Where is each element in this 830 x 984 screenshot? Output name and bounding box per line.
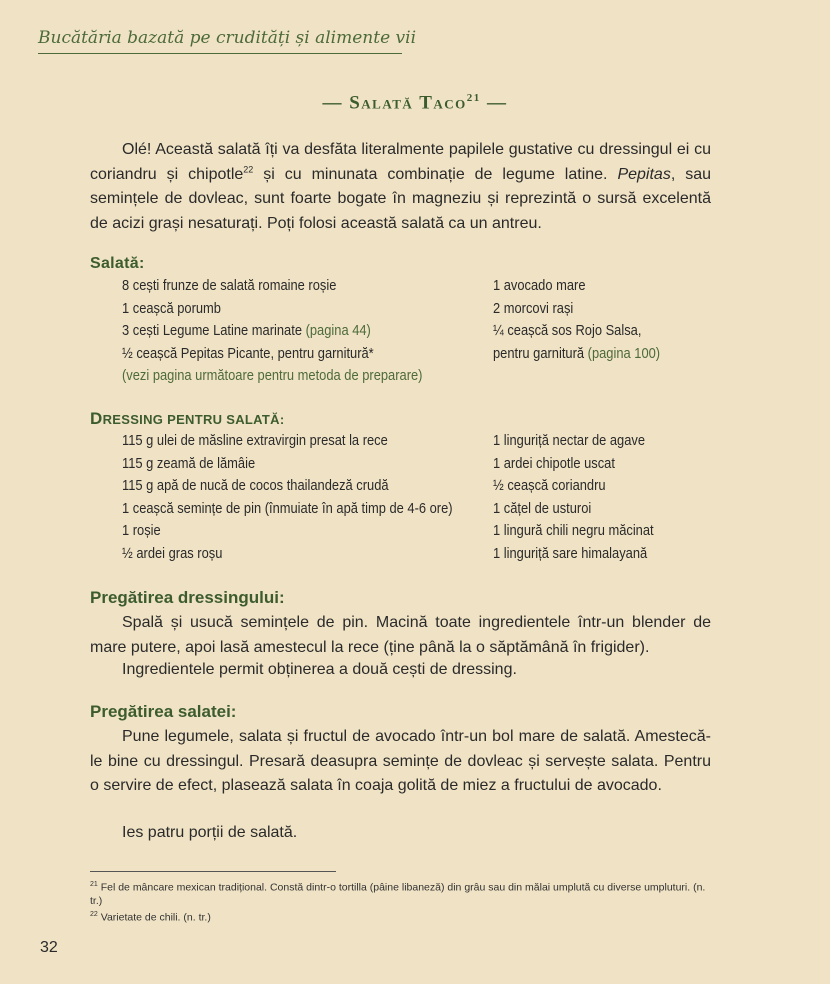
- ingredient-line: ½ ardei gras roșu: [122, 544, 223, 562]
- dressing-prep-paragraph: Spală și usucă semințele de pin. Macină toate ingredientele într-un blender de mare putere, apoi lasă amestecul la rece (ține până la o săptămână în frigider).: [90, 614, 711, 656]
- footnotes: [90, 878, 716, 924]
- ingredient-line: 2 morcovi rași: [493, 299, 574, 317]
- running-header: Bucătăria bazată pe crudități și alimente vii: [38, 28, 417, 48]
- ingredient-line: 8 cești frunze de salată romaine roșie: [122, 277, 337, 294]
- page-number: 32: [40, 939, 58, 956]
- salad-heading: Salată:: [90, 255, 145, 272]
- intro-italic: Pepitas: [617, 165, 671, 183]
- ingredient-line: pentru garnitură (pagina 100): [493, 344, 661, 362]
- dressing-yield-paragraph: Ingredientele permit obținerea a două cești de dressing.: [122, 661, 517, 678]
- ingredient-line: 115 g zeamă de lămâie: [122, 454, 256, 472]
- ingredient-line: 1 ceașcă semințe de pin (înmuiate în apă timp de 4-6 ore): [122, 499, 453, 517]
- salad-yield-paragraph: Ies patru porții de salată.: [122, 824, 298, 841]
- salad-prep-heading: Pregătirea salatei:: [90, 702, 237, 721]
- salad-left-column: [122, 275, 422, 388]
- salad-right-column: [493, 275, 660, 365]
- ingredient-line: 1 linguriță nectar de agave: [493, 432, 646, 449]
- dressing-left-column: [122, 430, 453, 565]
- footnote-rule: [90, 871, 336, 872]
- title-text: Salată Taco: [349, 92, 467, 114]
- ingredient-line: 1 ceașcă porumb: [122, 299, 221, 317]
- salad-prep-paragraph: Pune legumele, salata și fructul de avocado într-un bol mare de salată. Amestecă-le bine cu dressingul. Presară deasupra semințe de dovleac și servește salata. Pentru o servire de efect, plasează salata în coaja golită de miez a fructului de avocado.: [90, 728, 711, 794]
- dressing-right-column: [493, 430, 654, 565]
- ingredient-line: 1 lingură chili negru măcinat: [493, 522, 654, 539]
- header-rule: [38, 53, 402, 54]
- ingredient-line: 1 linguriță sare himalayană: [493, 544, 648, 562]
- intro-text-2: și cu minunata combinație de legume latine.: [253, 165, 618, 183]
- ingredient-line: 1 cățel de usturoi: [493, 499, 592, 517]
- ingredient-line: 1 roșie: [122, 522, 161, 539]
- recipe-title: [0, 92, 830, 114]
- title-footnote-ref[interactable]: 21: [466, 92, 481, 104]
- intro-footnote-ref[interactable]: 22: [243, 164, 254, 175]
- title-dash-left: —: [322, 92, 343, 114]
- ingredient-line: ½ ceașcă Pepitas Picante, pentru garnitură*: [122, 344, 374, 362]
- footnote: $^{22}$ Varietate de chili. (n. tr.): [90, 910, 211, 923]
- ingredient-line: 115 g apă de nucă de cocos thailandeză crudă: [122, 477, 389, 494]
- page-reference[interactable]: (pagina 100): [587, 344, 661, 362]
- ingredient-line: [122, 365, 422, 388]
- ingredient-line: 1 avocado mare: [493, 277, 586, 294]
- title-dash-right: —: [487, 92, 508, 114]
- dressing-prep-heading: Pregătirea dressingului:: [90, 588, 285, 607]
- intro-paragraph: [90, 138, 711, 236]
- footnote: $^{21}$ Fel de mâncare mexican tradițional. Constă dintr-o tortilla (pâine libaneză) din grâu sau din mălai umplută cu diverse umpluturi. (n. tr.): [90, 881, 706, 907]
- intro-text-3: , sau semințele de dovleac, sunt foarte bogate în magneziu și reprezintă o sursă excelentă de acizi grași nesaturați. Poți folosi această salată ca un antreu.: [90, 165, 712, 232]
- ingredient-line: 3 cești Legume Latine marinate (pagina 44): [122, 322, 371, 339]
- dressing-heading: DRESSING PENTRU SALATĂ:: [90, 409, 285, 428]
- ingredient-line: ½ ceașcă coriandru: [493, 477, 606, 494]
- intro-text-1: Olé! Această salată îți va desfăta literalmente papilele gustative cu dressingul ei cu coriandru și chipotle: [90, 141, 711, 183]
- page-reference[interactable]: (vezi pagina următoare pentru metoda de preparare): [122, 367, 423, 384]
- ingredient-line: ¼ ceașcă sos Rojo Salsa,: [493, 322, 642, 339]
- ingredient-line: 1 ardei chipotle uscat: [493, 454, 615, 472]
- ingredient-line: 115 g ulei de măsline extravirgin presat la rece: [122, 432, 388, 449]
- page-reference[interactable]: (pagina 44): [305, 322, 371, 339]
